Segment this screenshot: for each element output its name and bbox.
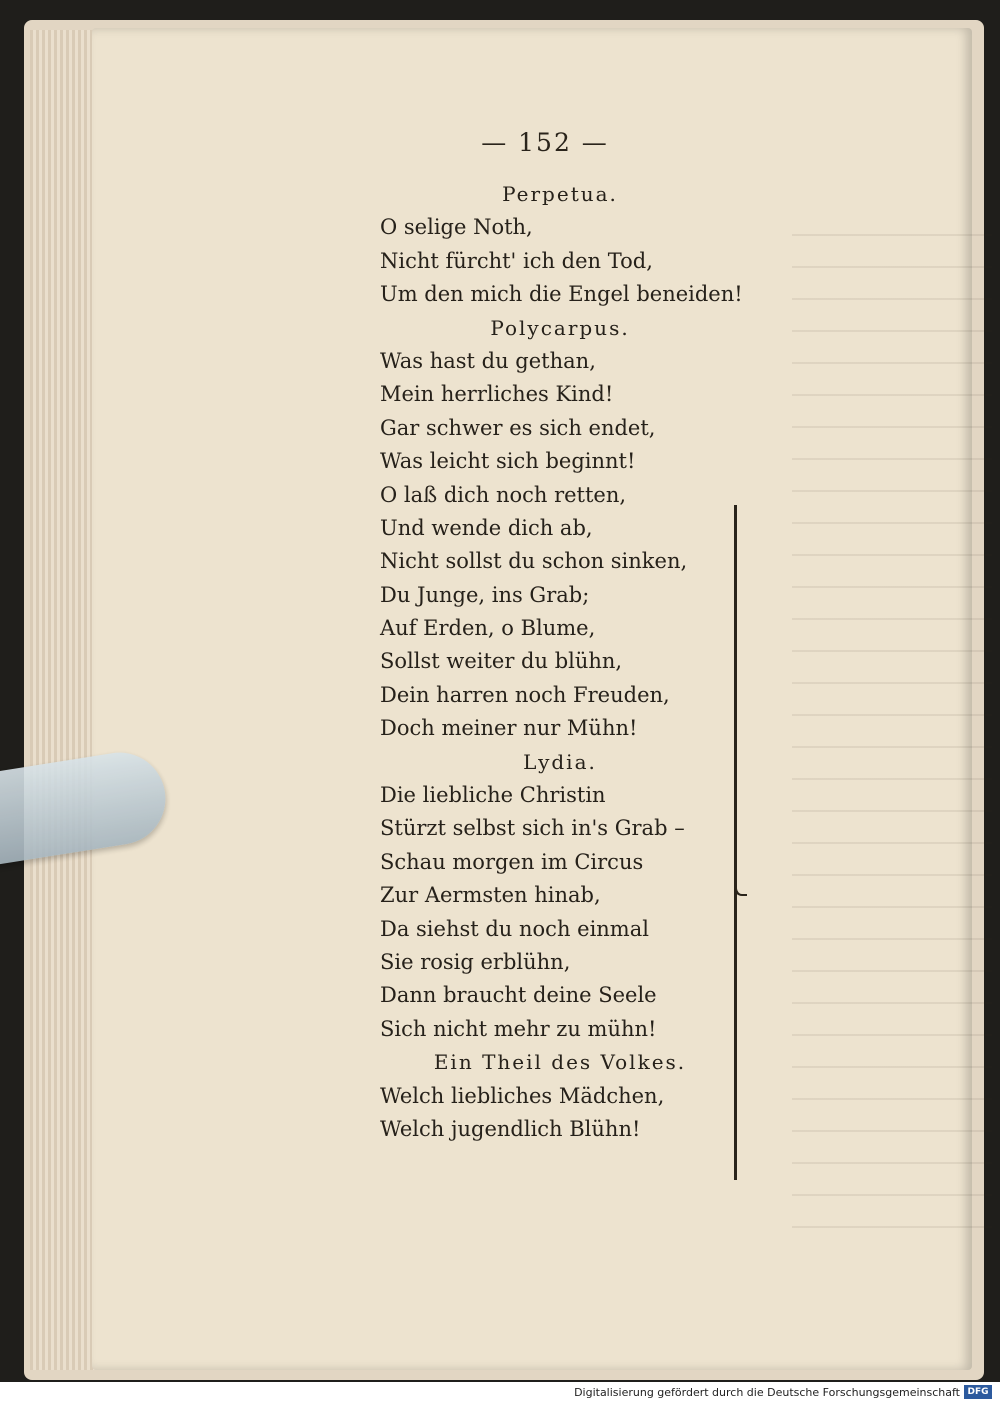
speaker-heading: Ein Theil des Volkes. — [433, 1050, 687, 1075]
verse-line: Doch meiner nur Mühn! — [380, 716, 638, 741]
verse-line: Dann braucht deine Seele — [380, 983, 657, 1008]
verse-line: Was hast du gethan, — [380, 348, 596, 373]
page-number: — 152 — — [481, 128, 609, 157]
verse-line: Sich nicht mehr zu mühn! — [380, 1016, 657, 1041]
verse-line: Die liebliche Christin — [380, 783, 606, 808]
verse-line: Nicht fürcht' ich den Tod, — [380, 248, 653, 273]
verse-line: Sollst weiter du blühn, — [380, 649, 623, 674]
show-through-text — [792, 228, 992, 1228]
verse-line: Du Junge, ins Grab; — [380, 582, 590, 607]
speaker-heading: Perpetua. — [502, 182, 618, 206]
footer-credit: Digitalisierung gefördert durch die Deutsche Forschungsgemeinschaft — [574, 1386, 960, 1399]
verse-line: Nicht sollst du schon sinken, — [380, 549, 688, 574]
verse-line: Zur Aermsten hinab, — [380, 883, 601, 908]
verse-line: Dein harren noch Freuden, — [380, 682, 670, 707]
margin-brace — [734, 505, 737, 1180]
verse-line: Und wende dich ab, — [380, 515, 593, 540]
speaker-heading: Polycarpus. — [490, 315, 630, 340]
verse-line: Was leicht sich beginnt! — [380, 449, 636, 474]
verse-line: Gar schwer es sich endet, — [380, 415, 656, 440]
verse-line: O laß dich noch retten, — [380, 482, 627, 507]
dfg-logo: DFG — [964, 1385, 992, 1399]
verse-line: Mein herrliches Kind! — [380, 382, 614, 407]
verse-line: Auf Erden, o Blume, — [380, 616, 596, 641]
verse-line: Um den mich die Engel beneiden! — [380, 282, 743, 307]
verse-line: Welch liebliches Mädchen, — [380, 1083, 665, 1108]
verse-line: Schau morgen im Circus — [380, 849, 644, 874]
verse-line: O selige Noth, — [380, 215, 533, 240]
verse-line: Welch jugendlich Blühn! — [380, 1116, 641, 1141]
verse-line: Sie rosig erblühn, — [380, 949, 571, 974]
speaker-heading: Lydia. — [523, 749, 597, 774]
margin-brace-point — [734, 882, 747, 896]
verse-line: Stürzt selbst sich in's Grab – — [380, 816, 685, 841]
verse-block — [380, 178, 743, 1146]
verse-line: Da siehst du noch einmal — [380, 916, 649, 941]
